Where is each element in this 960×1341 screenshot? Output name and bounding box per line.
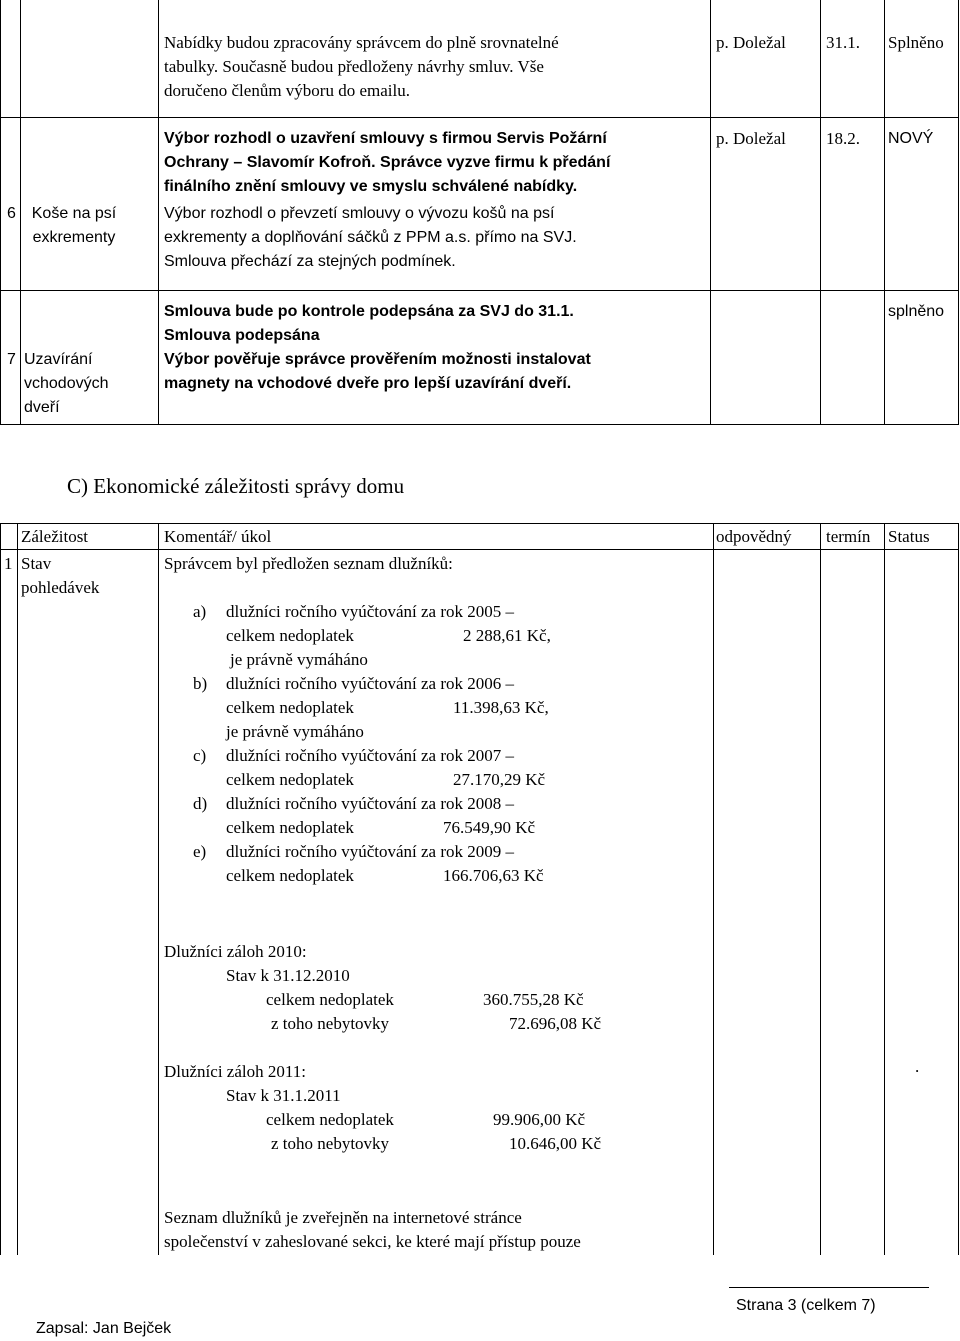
- debtor-letter: e): [193, 842, 207, 861]
- grid-line: [958, 0, 959, 425]
- row-prev-term: 31.1.: [826, 33, 860, 52]
- row-prev-responsible: p. Doležal: [716, 33, 786, 52]
- advances-2010-state: Stav k 31.12.2010: [226, 966, 350, 985]
- header-topic: Záležitost: [21, 527, 89, 546]
- row6-term: 18.2.: [826, 129, 860, 148]
- row7-status: splněno: [888, 303, 945, 320]
- footer-rule: [729, 1287, 929, 1288]
- row6-comment: Výbor rozhodl o převzetí smlouvy o vývozu košů na psí exkrementy a doplňování sáčků z PPM a.s. přímo na SVJ. Smlouva přechází za stejných podmínek.: [164, 205, 577, 270]
- debtor-line: dlužníci ročního vyúčtování za rok 2006 –: [226, 674, 514, 693]
- row-prev-comment: Nabídky budou zpracovány správcem do plně srovnatelné tabulky. Současně budou předloženy návrhy smluv. Vše doručeno členům výboru do emailu.: [164, 33, 559, 100]
- advances-2011-title: Dlužníci záloh 2011:: [164, 1062, 306, 1081]
- header-status: Status: [888, 527, 930, 546]
- grid-line: [0, 549, 959, 550]
- row6-comment-bold: Výbor rozhodl o uzavření smlouvy s firmou Servis Požární Ochrany – Slavomír Kofroň. Správce vyzve firmu k předání finálního znění smlouvy ve smyslu schválené nabídky.: [164, 130, 611, 195]
- debtor-total-label: celkem nedoplatek: [226, 866, 354, 885]
- debtor-letter: c): [193, 746, 207, 765]
- debtor-total-label: celkem nedoplatek: [226, 770, 354, 789]
- advances-2011-total-label: celkem nedoplatek: [266, 1110, 394, 1129]
- advances-2011-nonres-amount: 10.646,00 Kč: [509, 1134, 602, 1153]
- debtor-letter: b): [193, 674, 208, 693]
- footer-page: Strana 3 (celkem 7): [736, 1297, 876, 1314]
- advances-2011-total-amount: 99.906,00 Kč: [493, 1110, 586, 1129]
- header-term: termín: [826, 527, 871, 546]
- debtor-amount: 11.398,63 Kč,: [453, 698, 549, 717]
- row-prev-status: Splněno: [888, 33, 944, 52]
- debtors-intro: Správcem byl předložen seznam dlužníků:: [164, 554, 453, 573]
- debtor-amount: 166.706,63 Kč: [443, 866, 544, 885]
- advances-2011-state: Stav k 31.1.2011: [226, 1086, 341, 1105]
- footer-author: Zapsal: Jan Bejček: [36, 1320, 172, 1337]
- debtor-total-label: celkem nedoplatek: [226, 818, 354, 837]
- grid-line: [958, 523, 959, 1255]
- grid-line: [0, 424, 959, 425]
- advances-2010-title: Dlužníci záloh 2010:: [164, 942, 307, 961]
- row6-topic: Koše na psí exkrementy: [31, 205, 117, 246]
- debtor-amount: 27.170,29 Kč: [453, 770, 546, 789]
- grid-line: [17, 523, 18, 1255]
- advances-2010-nonres-amount: 72.696,08 Kč: [509, 1014, 602, 1033]
- debtor-line: dlužníci ročního vyúčtování za rok 2007 –: [226, 746, 514, 765]
- debtor-line: dlužníci ročního vyúčtování za rok 2005 –: [226, 602, 514, 621]
- row6-responsible: p. Doležal: [716, 129, 786, 148]
- status-mark: .: [915, 1057, 920, 1076]
- debtor-note: je právně vymáháno: [226, 722, 364, 741]
- grid-line: [0, 117, 959, 118]
- grid-line: [713, 523, 714, 1255]
- advances-2010-total-label: celkem nedoplatek: [266, 990, 394, 1009]
- debtor-total-label: celkem nedoplatek: [226, 698, 354, 717]
- debtor-total-label: celkem nedoplatek: [226, 626, 354, 645]
- header-comment: Komentář/ úkol: [164, 527, 272, 546]
- row6-status: NOVÝ: [888, 130, 934, 147]
- grid-line: [158, 0, 159, 425]
- debtor-amount: 76.549,90 Kč: [443, 818, 536, 837]
- grid-line: [0, 523, 1, 1255]
- grid-line: [0, 523, 959, 524]
- advances-2011-nonres-label: z toho nebytovky: [271, 1134, 390, 1153]
- grid-line: [158, 523, 159, 1255]
- grid-line: [20, 0, 21, 425]
- debtors-list-note: Seznam dlužníků je zveřejněn na internetové stránce společenství v zaheslované sekci, ke které mají přístup pouze: [164, 1208, 581, 1251]
- row7-number: 7: [7, 351, 16, 368]
- grid-line: [0, 290, 959, 291]
- grid-line: [884, 523, 885, 1255]
- grid-line: [820, 523, 821, 1255]
- debtor-amount: 2 288,61 Kč,: [463, 626, 551, 645]
- grid-line: [884, 0, 885, 425]
- debtor-note: je právně vymáháno: [230, 650, 368, 669]
- econ-row1-topic: Stav pohledávek: [21, 554, 100, 597]
- row7-comment-bold: Smlouva bude po kontrole podepsána za SVJ do 31.1. Smlouva podepsána Výbor pověřuje správce prověřením možnosti instalovat magnety na vchodové dveře pro lepší uzavírání dveří.: [164, 303, 591, 392]
- debtor-line: dlužníci ročního vyúčtování za rok 2009 –: [226, 842, 514, 861]
- debtor-letter: a): [193, 602, 207, 621]
- debtor-line: dlužníci ročního vyúčtování za rok 2008 –: [226, 794, 514, 813]
- header-responsible: odpovědný: [716, 527, 792, 546]
- debtor-letter: d): [193, 794, 208, 813]
- grid-line: [0, 0, 1, 425]
- econ-row1-number: 1: [4, 554, 13, 573]
- advances-2010-nonres-label: z toho nebytovky: [271, 1014, 390, 1033]
- section-heading: C) Ekonomické záležitosti správy domu: [67, 474, 405, 498]
- grid-line: [710, 0, 711, 425]
- grid-line: [820, 0, 821, 425]
- row6-number: 6: [7, 205, 16, 222]
- advances-2010-total-amount: 360.755,28 Kč: [483, 990, 584, 1009]
- row7-topic: Uzavírání vchodových dveří: [24, 351, 109, 416]
